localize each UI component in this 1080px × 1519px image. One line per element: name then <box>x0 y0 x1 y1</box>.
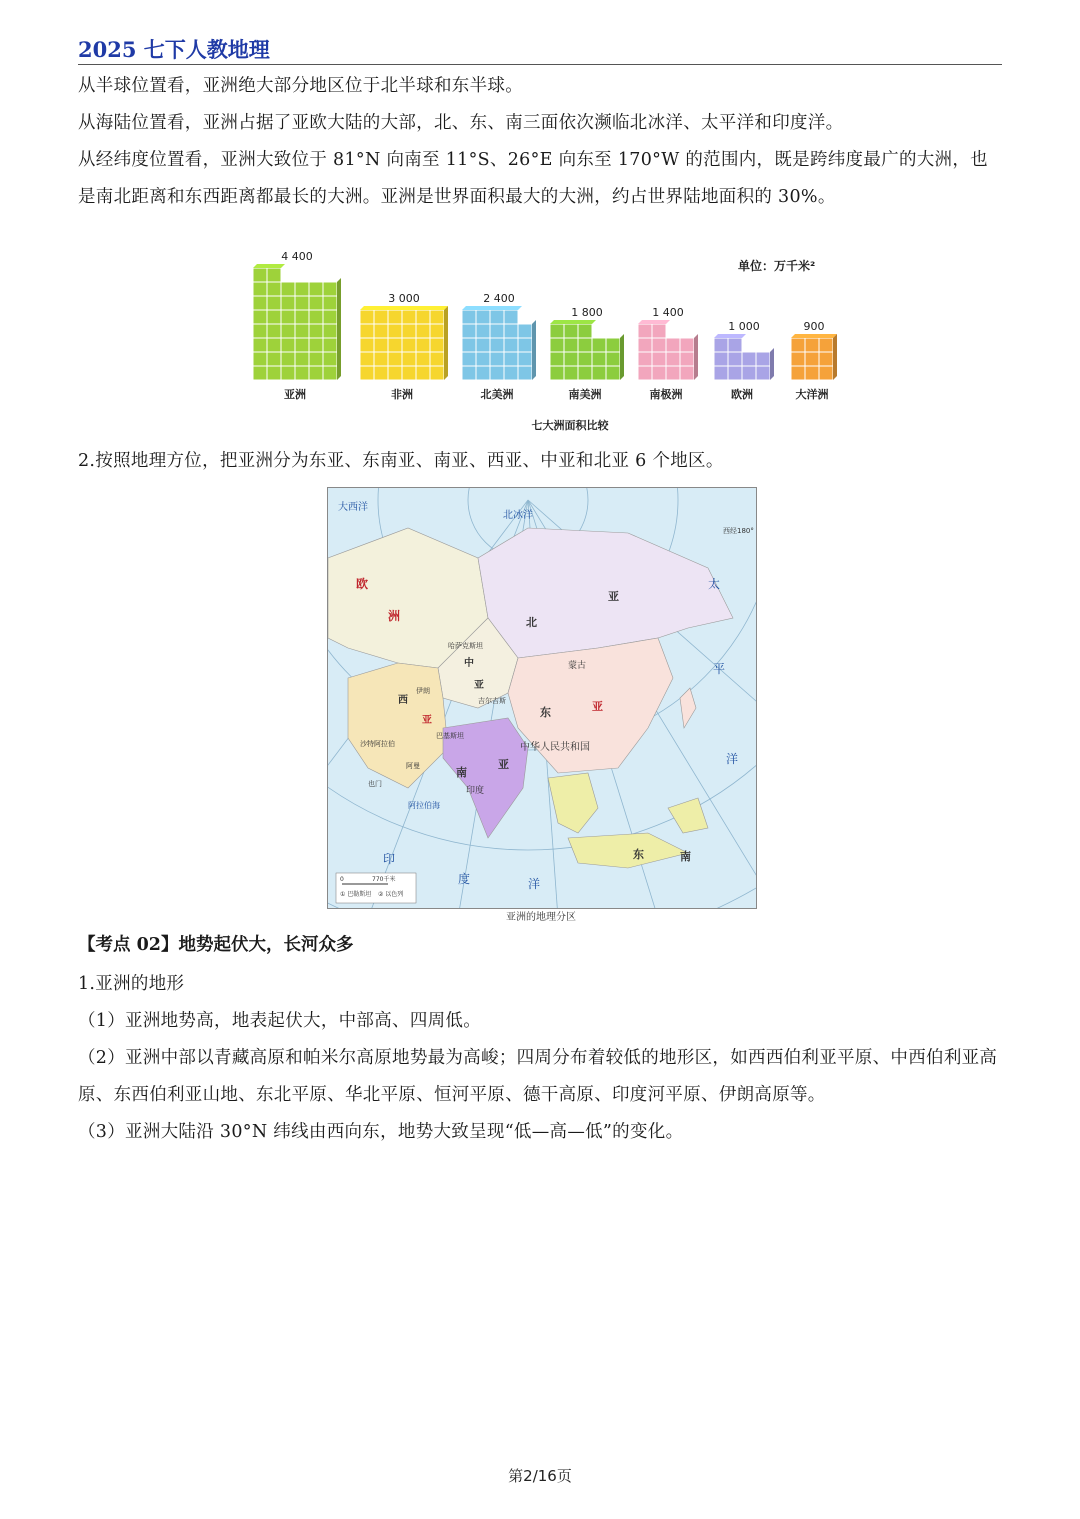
region-label-east-asia-1: 东 <box>540 706 551 719</box>
bar-cell <box>805 352 819 366</box>
bar-cell <box>504 310 518 324</box>
legend-item-2: ② 以色列 <box>378 891 404 898</box>
ocean-label-pacific-3: 洋 <box>726 752 739 766</box>
bar-cell <box>402 310 416 324</box>
terrain-point-1: （1）亚洲地势高，地表起伏大，中部高、四周低。 <box>78 1011 482 1031</box>
bar-cell <box>550 324 564 338</box>
bar-cell <box>476 338 490 352</box>
bar-cell <box>476 310 490 324</box>
bar-cell <box>606 352 620 366</box>
bar-cell <box>518 352 532 366</box>
region-label-north-asia-2: 亚 <box>608 590 619 603</box>
bar-value-label: 3 000 <box>388 292 420 305</box>
bar-cell <box>728 352 742 366</box>
paragraph-regions: 2.按照地理方位，把亚洲分为东亚、东南亚、南亚、西亚、中亚和北亚 6 个地区。 <box>78 451 724 471</box>
bar-cell <box>402 338 416 352</box>
sea-label-arabian: 阿拉伯海 <box>408 801 440 810</box>
bar-side-face <box>444 306 448 380</box>
bar-cell <box>402 366 416 380</box>
bar-cell <box>309 282 323 296</box>
bar-cell <box>805 338 819 352</box>
bar-side-face <box>532 320 536 380</box>
bar-top-face <box>550 320 596 324</box>
bar-category-label: 欧洲 <box>731 388 753 401</box>
bar-cell <box>680 366 694 380</box>
bar-cell <box>606 338 620 352</box>
bar-cell <box>805 366 819 380</box>
bar-side-face <box>770 348 774 380</box>
bar-亚洲 <box>253 250 341 401</box>
region-label-south-asia-1: 南 <box>456 766 467 779</box>
bar-cell <box>309 338 323 352</box>
bar-category-label: 南极洲 <box>649 388 683 401</box>
bar-cell <box>253 366 267 380</box>
country-label-yemen: 也门 <box>368 780 382 788</box>
region-label-central-asia-2: 亚 <box>474 680 484 691</box>
bar-cell <box>578 366 592 380</box>
bar-cell <box>728 338 742 352</box>
bar-cell <box>490 366 504 380</box>
bar-cell <box>309 352 323 366</box>
paragraph-sea-land: 从海陆位置看，亚洲占据了亚欧大陆的大部，北、东、南三面依次濒临北冰洋、太平洋和印度洋。 <box>78 113 844 133</box>
bar-cell <box>518 366 532 380</box>
paragraph-lat-lon: 从经纬度位置看，亚洲大致位于 81°N 向南至 11°S、26°E 向东至 170°W 的范围内，既是跨纬度最广的大洲，也是南北距离和东西距离都最长的大洲。亚洲是世界面积最大的大洲，约占世界陆地面积的 30%。 <box>78 150 988 207</box>
scale-zero: 0 <box>340 876 344 883</box>
bar-cell <box>402 324 416 338</box>
country-label-mongolia: 蒙古 <box>568 661 587 671</box>
bar-cell <box>430 310 444 324</box>
legend-item-1: ① 巴勒斯坦 <box>340 891 372 898</box>
bar-cell <box>267 366 281 380</box>
bar-cell <box>680 352 694 366</box>
bar-cell <box>323 366 337 380</box>
chart-unit-label: 单位：万千米² <box>738 259 816 273</box>
bar-category-label: 大洋洲 <box>795 388 829 401</box>
bar-cell <box>652 338 666 352</box>
bar-cell <box>295 366 309 380</box>
bar-cell <box>791 366 805 380</box>
bar-value-label: 2 400 <box>483 292 515 305</box>
bar-cell <box>323 310 337 324</box>
bar-cell <box>309 310 323 324</box>
bar-cell <box>267 282 281 296</box>
bar-cell <box>374 352 388 366</box>
bar-cell <box>819 338 833 352</box>
bar-cell <box>680 338 694 352</box>
bar-cell <box>564 352 578 366</box>
bar-cell <box>416 338 430 352</box>
bar-cell <box>430 324 444 338</box>
bar-cell <box>490 324 504 338</box>
region-label-central-asia-1: 中 <box>464 658 474 669</box>
bar-cell <box>430 338 444 352</box>
country-label-kazakhstan: 哈萨克斯坦 <box>448 642 483 650</box>
bar-cell <box>253 338 267 352</box>
bar-cell <box>281 366 295 380</box>
bar-cell <box>267 268 281 282</box>
bar-cell <box>550 338 564 352</box>
bar-cell <box>791 338 805 352</box>
bar-cell <box>281 310 295 324</box>
bar-value-label: 1 000 <box>728 320 760 333</box>
bar-cell <box>476 352 490 366</box>
bar-top-face <box>360 306 448 310</box>
bar-cell <box>504 338 518 352</box>
bar-cell <box>360 352 374 366</box>
bar-top-face <box>714 334 746 338</box>
bar-cell <box>281 324 295 338</box>
bar-cell <box>323 338 337 352</box>
bar-cell <box>416 324 430 338</box>
region-label-north-asia-1: 北 <box>526 616 537 629</box>
country-label-china: 中华人民共和国 <box>520 742 590 753</box>
bar-cell <box>267 338 281 352</box>
bar-cell <box>416 352 430 366</box>
region-label-south-asia-2: 亚 <box>498 758 509 771</box>
bar-cell <box>564 324 578 338</box>
bar-category-label: 北美洲 <box>480 388 514 401</box>
bar-南美洲 <box>550 306 624 401</box>
bar-cell <box>416 310 430 324</box>
terrain-point-2: （2）亚洲中部以青藏高原和帕米尔高原地势最为高峻；四周分布着较低的地形区，如西西伯利亚平原、中西伯利亚高原、东西伯利亚山地、东北平原、华北平原、恒河平原、德干高原、印度河平原、伊朗高原等。 <box>78 1048 998 1105</box>
asia-regions-map <box>327 487 757 909</box>
bar-cell <box>742 352 756 366</box>
bar-cell <box>281 296 295 310</box>
bar-cell <box>323 296 337 310</box>
bar-cell <box>462 310 476 324</box>
bar-cell <box>564 366 578 380</box>
bar-category-label: 亚洲 <box>284 388 306 401</box>
bar-cell <box>714 366 728 380</box>
page-header-title: 2025 七下人教地理 <box>78 37 270 62</box>
bar-cell <box>504 324 518 338</box>
bar-cell <box>714 352 728 366</box>
bar-cell <box>360 366 374 380</box>
date-line-label: 西经180° <box>723 527 754 535</box>
bar-cell <box>476 324 490 338</box>
page-number: 第2/16页 <box>508 1467 572 1485</box>
bar-cell <box>550 366 564 380</box>
bar-top-face <box>253 264 285 268</box>
bar-category-label: 南美洲 <box>568 388 602 401</box>
region-label-europe-1: 欧 <box>356 577 369 591</box>
continent-area-chart <box>230 240 850 440</box>
bar-cell <box>578 352 592 366</box>
bar-value-label: 1 800 <box>571 306 603 319</box>
bar-top-face <box>638 320 670 324</box>
bar-cell <box>490 338 504 352</box>
section-heading: 【考点 02】地势起伏大，长河众多 <box>78 935 354 955</box>
bar-cell <box>518 324 532 338</box>
bar-side-face <box>620 334 624 380</box>
bar-南极洲 <box>638 306 698 401</box>
bar-cell <box>388 338 402 352</box>
bar-cell <box>295 352 309 366</box>
bar-cell <box>742 366 756 380</box>
ocean-label-indian-1: 印 <box>383 852 396 866</box>
bar-cell <box>281 352 295 366</box>
bar-cell <box>606 366 620 380</box>
bar-cell <box>323 282 337 296</box>
bar-大洋洲 <box>791 320 837 401</box>
bar-cell <box>267 324 281 338</box>
bar-cell <box>652 366 666 380</box>
bar-cell <box>666 352 680 366</box>
bar-cell <box>638 366 652 380</box>
bar-cell <box>462 352 476 366</box>
terrain-subheading: 1.亚洲的地形 <box>78 974 185 994</box>
west-asia-region <box>348 663 448 788</box>
bar-cell <box>638 324 652 338</box>
bar-cell <box>360 310 374 324</box>
bar-cell <box>295 338 309 352</box>
region-label-europe-2: 洲 <box>388 609 401 623</box>
bar-value-label: 900 <box>803 320 825 333</box>
bar-非洲 <box>360 292 448 401</box>
bar-cell <box>416 366 430 380</box>
bar-cell <box>295 282 309 296</box>
ocean-label-arctic: 北冰洋 <box>503 510 533 521</box>
bar-cell <box>592 366 606 380</box>
bar-cell <box>756 366 770 380</box>
bar-cell <box>309 366 323 380</box>
ocean-label-indian-3: 洋 <box>528 877 541 891</box>
bar-cell <box>388 366 402 380</box>
bar-cell <box>281 282 295 296</box>
bar-cell <box>253 296 267 310</box>
map-scale-legend <box>336 873 416 903</box>
bar-side-face <box>833 334 837 380</box>
region-label-west-asia-1: 西 <box>398 695 408 706</box>
bar-cell <box>791 352 805 366</box>
country-label-kyrgyzstan: 吉尔吉斯 <box>478 697 506 705</box>
bar-cell <box>476 366 490 380</box>
bar-cell <box>578 338 592 352</box>
bar-cell <box>295 296 309 310</box>
bar-欧洲 <box>714 320 774 401</box>
ocean-label-atlantic: 大西洋 <box>338 502 368 513</box>
bar-cell <box>253 282 267 296</box>
bar-cell <box>360 338 374 352</box>
north-asia-region <box>478 528 733 658</box>
bar-cell <box>490 352 504 366</box>
bar-cell <box>518 338 532 352</box>
bar-北美洲 <box>462 292 536 401</box>
bar-category-label: 非洲 <box>391 388 413 401</box>
ocean-label-pacific-1: 太 <box>708 577 721 591</box>
bar-cell <box>666 366 680 380</box>
ocean-label-pacific-2: 平 <box>713 662 726 676</box>
bar-cell <box>309 296 323 310</box>
country-label-india: 印度 <box>466 786 485 796</box>
bar-cell <box>592 338 606 352</box>
ocean-label-indian-2: 度 <box>458 872 471 886</box>
bar-cell <box>267 352 281 366</box>
bar-cell <box>638 352 652 366</box>
bar-cell <box>819 366 833 380</box>
bar-cell <box>550 352 564 366</box>
bar-cell <box>430 366 444 380</box>
country-label-oman: 阿曼 <box>406 762 420 770</box>
bar-cell <box>360 324 374 338</box>
region-label-east-asia-2: 亚 <box>592 700 603 713</box>
bar-cell <box>253 268 267 282</box>
header-rule <box>78 64 1002 65</box>
bar-cell <box>295 310 309 324</box>
bar-cell <box>490 310 504 324</box>
bar-cell <box>652 324 666 338</box>
bar-cell <box>756 352 770 366</box>
bar-top-face <box>791 334 837 338</box>
bar-cell <box>253 324 267 338</box>
bar-cell <box>564 338 578 352</box>
bar-cell <box>388 352 402 366</box>
scale-distance: 770千米 <box>372 876 396 883</box>
bar-cell <box>462 338 476 352</box>
bar-cell <box>714 338 728 352</box>
bar-cell <box>253 352 267 366</box>
bar-cell <box>652 352 666 366</box>
bar-cell <box>430 352 444 366</box>
terrain-point-3: （3）亚洲大陆沿 30°N 纬线由西向东，地势大致呈现“低—高—低”的变化。 <box>78 1122 684 1142</box>
chart-title: 七大洲面积比较 <box>531 419 609 432</box>
bar-cell <box>323 324 337 338</box>
bar-cell <box>504 352 518 366</box>
region-label-southeast-asia-2: 南 <box>680 850 691 863</box>
bar-cell <box>374 366 388 380</box>
japan-island <box>680 688 696 728</box>
country-label-pakistan: 巴基斯坦 <box>436 732 464 740</box>
bar-cell <box>462 324 476 338</box>
bar-cell <box>281 338 295 352</box>
bar-cell <box>388 310 402 324</box>
bar-cell <box>323 352 337 366</box>
bar-cell <box>592 352 606 366</box>
bar-cell <box>374 310 388 324</box>
bar-cell <box>504 366 518 380</box>
bar-cell <box>309 324 323 338</box>
country-label-saudi: 沙特阿拉伯 <box>360 740 395 748</box>
paragraph-hemisphere: 从半球位置看，亚洲绝大部分地区位于北半球和东半球。 <box>78 76 523 96</box>
bar-cell <box>819 352 833 366</box>
bar-top-face <box>462 306 522 310</box>
bar-value-label: 4 400 <box>281 250 313 263</box>
map-caption: 亚洲的地理分区 <box>506 912 576 923</box>
bar-side-face <box>694 334 698 380</box>
bar-cell <box>295 324 309 338</box>
bar-cell <box>388 324 402 338</box>
bar-value-label: 1 400 <box>652 306 684 319</box>
bar-cell <box>374 338 388 352</box>
bar-cell <box>253 310 267 324</box>
bar-side-face <box>337 278 341 380</box>
bar-cell <box>638 338 652 352</box>
country-label-iran: 伊朗 <box>416 687 430 695</box>
region-label-west-asia-2: 亚 <box>422 715 432 726</box>
region-label-southeast-asia-1: 东 <box>633 848 644 861</box>
bar-cell <box>267 296 281 310</box>
bar-cell <box>666 338 680 352</box>
bar-cell <box>374 324 388 338</box>
bar-cell <box>728 366 742 380</box>
bar-cell <box>267 310 281 324</box>
bar-cell <box>402 352 416 366</box>
bar-cell <box>578 324 592 338</box>
bar-cell <box>462 366 476 380</box>
